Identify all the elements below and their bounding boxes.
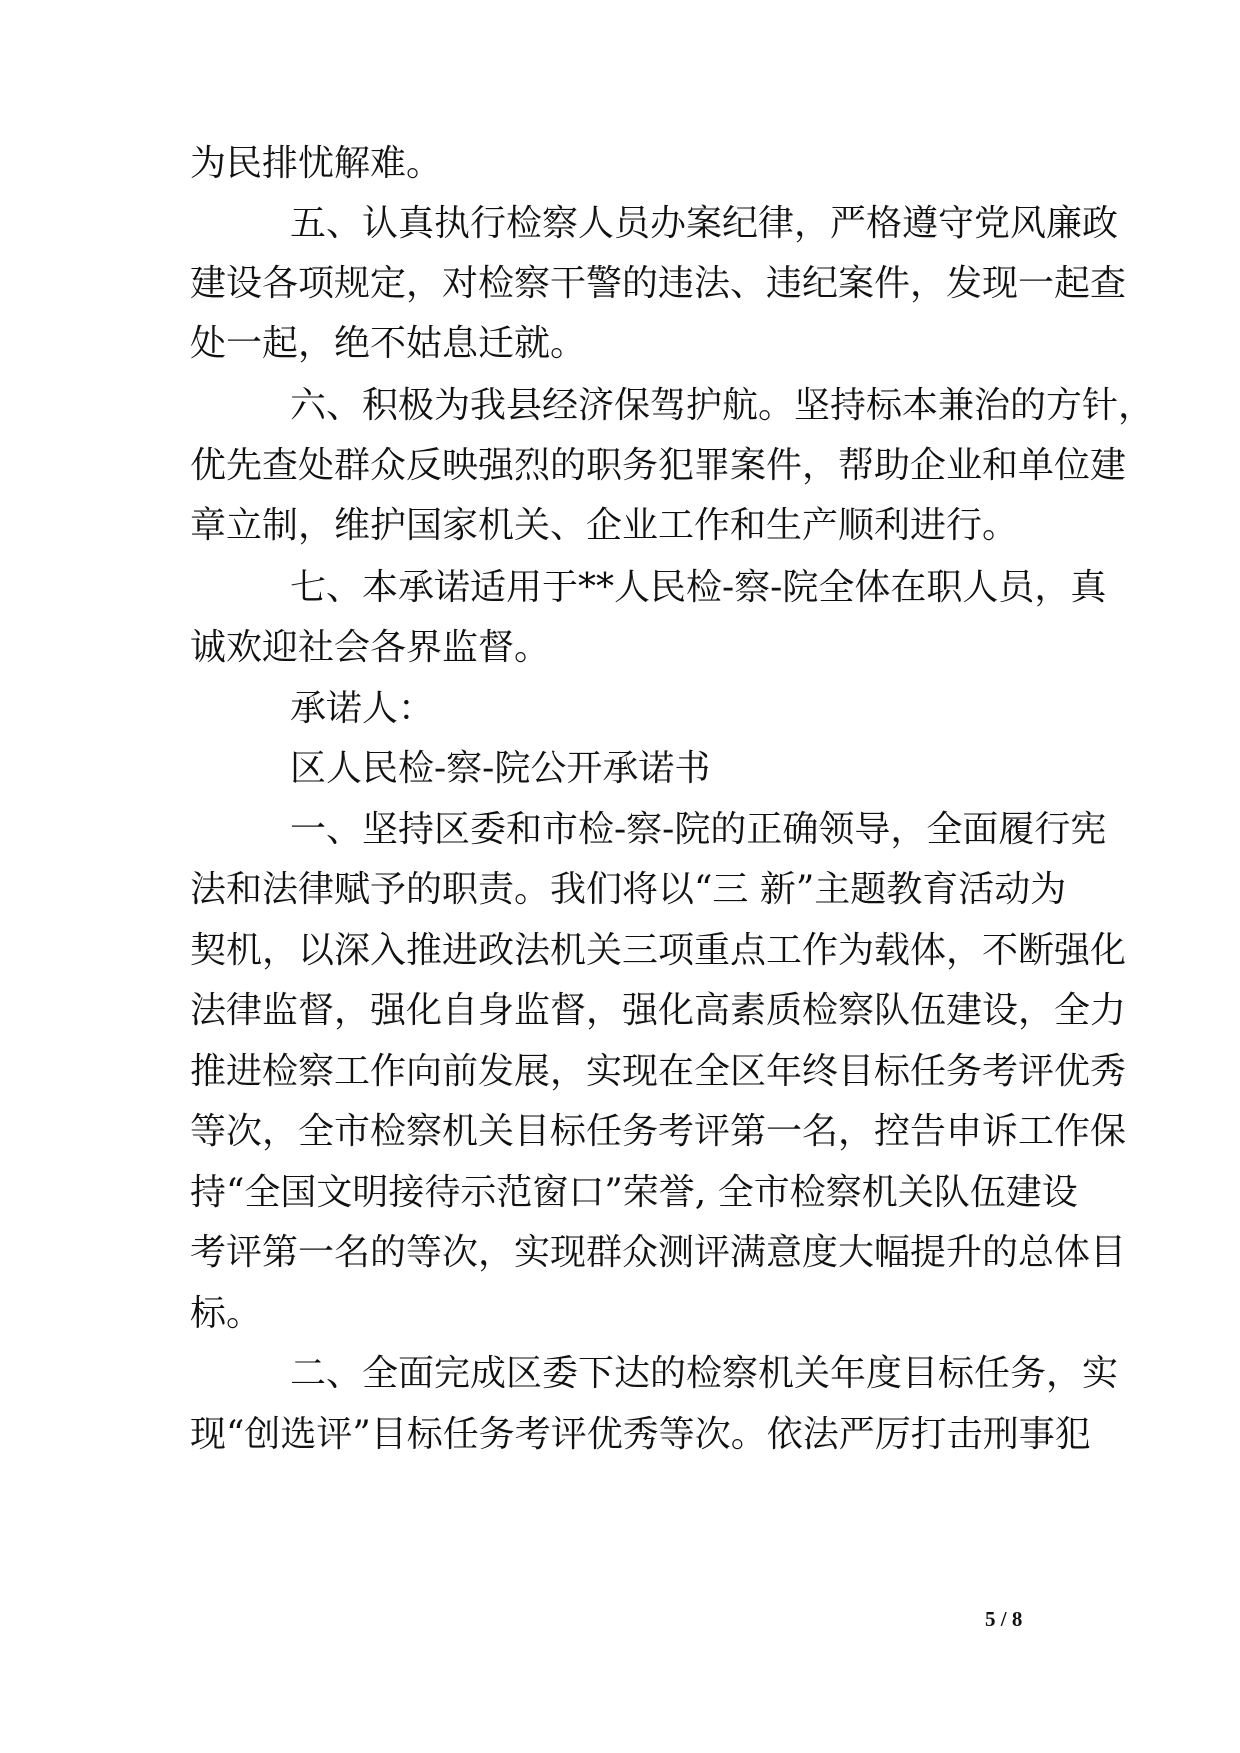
text-line: 章立制，维护国家机关、企业工作和生产顺利进行。	[190, 505, 1019, 546]
text-line: 诚欢迎社会各界监督。	[190, 627, 551, 668]
text-line: 等次，全市检察机关目标任务考评第一名，控告申诉工作保	[190, 1111, 1127, 1152]
text-line: 一、坚持区委和市检-察-院的正确领导，全面履行宪	[290, 809, 1107, 850]
text-line: 优先查处群众反映强烈的职务犯罪案件，帮助企业和单位建	[190, 445, 1127, 486]
text-line: 现“创选评”目标任务考评优秀等次。依法严厉打击刑事犯	[190, 1414, 1091, 1455]
text-line: 建设各项规定，对检察干警的违法、违纪案件，发现一起查	[190, 263, 1127, 304]
text-line: 承诺人：	[290, 688, 435, 729]
text-line: 七、本承诺适用于**人民检-察-院全体在职人员，真	[290, 567, 1107, 608]
text-line: 推进检察工作向前发展，实现在全区年终目标任务考评优秀	[190, 1051, 1127, 1092]
text-line: 考评第一名的等次，实现群众测评满意度大幅提升的总体目	[190, 1232, 1127, 1273]
text-line: 标。	[190, 1293, 263, 1334]
text-line: 持“全国文明接待示范窗口”荣誉, 全市检察机关队伍建设	[190, 1172, 1078, 1213]
text-line: 处一起，绝不姑息迁就。	[190, 323, 587, 364]
text-line: 六、积极为我县经济保驾护航。坚持标本兼治的方针，	[290, 385, 1155, 426]
text-line: 法和法律赋予的职责。我们将以“三 新”主题教育活动为	[190, 869, 1067, 910]
text-line: 契机，以深入推进政法机关三项重点工作为载体，不断强化	[190, 930, 1127, 971]
text-line: 五、认真执行检察人员办案纪律，严格遵守党风廉政	[290, 203, 1119, 244]
text-line: 为民排忧解难。	[190, 143, 443, 184]
text-line: 法律监督，强化自身监督，强化高素质检察队伍建设，全力	[190, 990, 1127, 1031]
text-line: 区人民检-察-院公开承诺书	[290, 748, 711, 789]
text-line: 二、全面完成区委下达的检察机关年度目标任务，实	[290, 1353, 1119, 1394]
page-number: 5 / 8	[985, 1607, 1023, 1631]
